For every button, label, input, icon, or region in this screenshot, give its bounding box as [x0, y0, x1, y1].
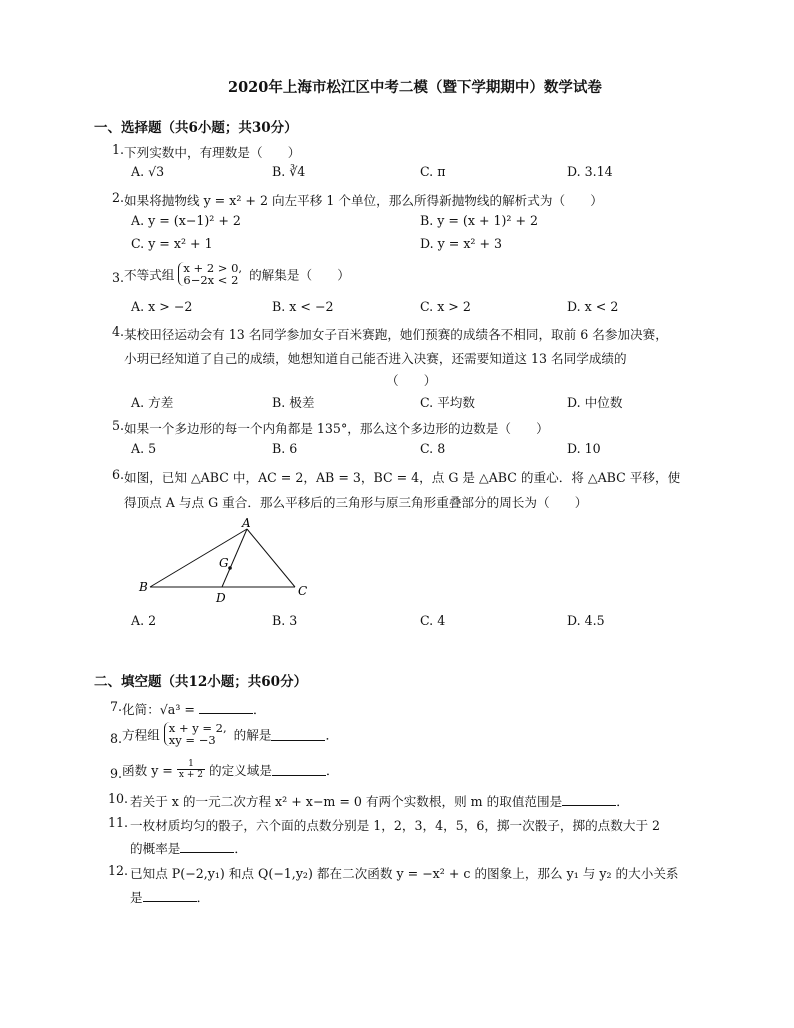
question-8-answer-blank[interactable] [271, 728, 325, 741]
question-10-end: ． [616, 794, 629, 809]
question-1-option-d: D. 3.14 [567, 164, 613, 179]
question-2-text: 如果将抛物线 y = x² + 2 向左平移 1 个单位，那么所得新抛物线的解析式为（ ） [124, 193, 603, 208]
vertex-label-c: C [298, 584, 308, 598]
question-4-option-b: B. 极差 [272, 395, 315, 410]
question-6-option-b: B. 3 [272, 613, 298, 628]
question-9-answer-blank[interactable] [272, 763, 326, 776]
question-11-number: 11. [108, 815, 129, 830]
question-12-end: ． [196, 890, 210, 905]
question-8-suffix: 的解是 [233, 727, 272, 743]
question-3-option-d: D. x < 2 [567, 299, 619, 314]
question-6-option-a: A. 2 [131, 613, 157, 628]
question-12-line-2: 是 [130, 890, 143, 905]
question-9-denominator: x + 2 [178, 770, 203, 780]
triangle-side-ac [247, 529, 295, 587]
question-2-option-a: A. y = (x−1)² + 2 [131, 213, 241, 228]
question-1-text: 下列实数中，有理数是（ ） [124, 145, 301, 160]
question-3-line-2: 6−2x < 2 [183, 273, 239, 287]
question-8 [122, 722, 338, 746]
question-5-text: 如果一个多边形的每一个内角都是 135°，那么这个多边形的边数是（ ） [124, 421, 549, 436]
question-3-option-a: A. x > −2 [131, 299, 193, 314]
question-9-end: ． [325, 763, 339, 778]
question-8-number: 8. [110, 731, 123, 746]
question-6-option-d: D. 4.5 [567, 613, 605, 628]
question-11-line-2-wrap [130, 838, 247, 857]
question-8-line-2: xy = −3 [168, 733, 216, 747]
question-6-line-1: 如图，已知 △ABC 中，AC = 2，AB = 3，BC = 4，点 G 是 △ABC 的重心．将 △ABC 平移，使 [124, 470, 681, 485]
question-4-line-2: 小玥已经知道了自己的成绩，她想知道自己能否进入决赛，还需要知道这 13 名同学成绩的 [124, 351, 627, 366]
question-5-option-b: B. 6 [272, 441, 298, 456]
question-7-prefix: 化简： [122, 702, 160, 717]
triangle-side-ab [150, 529, 247, 587]
question-4-line-1: 某校田径运动会有 13 名同学参加女子百米赛跑，她们预赛的成绩各不相同，取前 6 名参加决赛， [124, 327, 668, 342]
question-3-inequality-system [178, 262, 242, 286]
question-4-number: 4. [112, 324, 125, 339]
question-9-fraction [177, 759, 205, 780]
question-10-text: 若关于 x 的一元二次方程 x² + x−m = 0 有两个实数根，则 m 的取值范围是 [130, 794, 563, 809]
question-8-equation-system [164, 722, 227, 746]
vertex-label-a: A [242, 516, 251, 530]
centroid-point-g [228, 566, 232, 570]
question-5-number: 5. [112, 418, 125, 433]
question-11-line-2: 的概率是 [130, 841, 181, 856]
question-1-number: 1. [112, 142, 125, 157]
question-10-answer-blank[interactable] [562, 793, 616, 806]
question-2-option-c: C. y = x² + 1 [131, 236, 213, 251]
question-3-option-b: B. x < −2 [272, 299, 334, 314]
question-7-expression: √a³ = [159, 702, 195, 717]
question-9 [122, 759, 339, 780]
question-12-line-2-wrap [130, 887, 209, 906]
section-heading-fill-in-blank: 二、填空题（共12小题；共60分） [94, 674, 308, 690]
question-3-number: 3. [112, 270, 125, 285]
question-4-option-c: C. 平均数 [420, 395, 475, 410]
question-4-option-d: D. 中位数 [567, 395, 623, 410]
question-8-prefix: 方程组 [122, 727, 160, 743]
question-3-option-c: C. x > 2 [420, 299, 471, 314]
question-11-end: ． [234, 841, 247, 856]
section-heading-multiple-choice: 一、选择题（共6小题；共30分） [94, 120, 298, 136]
question-11-line-1: 一枚材质均匀的骰子，六个面的点数分别是 1，2，3，4，5，6，掷一次骰子，掷的点数大于 2 [130, 818, 661, 833]
page-title: 2020年上海市松江区中考二模（暨下学期期中）数学试卷 [228, 79, 602, 96]
question-5-option-d: D. 10 [567, 441, 601, 456]
question-3-prefix: 不等式组 [124, 267, 175, 283]
question-9-suffix: 的定义域是 [208, 763, 272, 778]
question-1-option-a: A. √3 [131, 164, 165, 179]
question-5-option-c: C. 8 [420, 441, 446, 456]
question-8-end: ． [325, 727, 339, 743]
question-1-option-c: C. π [420, 164, 446, 179]
question-2-option-b: B. y = (x + 1)² + 2 [420, 213, 539, 228]
question-7-number: 7. [110, 699, 123, 714]
question-7 [122, 699, 266, 718]
question-12-line-1: 已知点 P(−2,y₁) 和点 Q(−1,y₂) 都在二次函数 y = −x² + c 的图象上，那么 y₁ 与 y₂ 的大小关系 [130, 866, 679, 881]
question-4-option-a: A. 方差 [131, 395, 174, 410]
question-7-answer-blank[interactable] [199, 701, 253, 714]
question-6-option-c: C. 4 [420, 613, 446, 628]
question-3-suffix: 的解集是（ ） [249, 267, 350, 283]
question-4-line-3: （ ） [386, 373, 437, 388]
question-2-option-d: D. y = x² + 3 [420, 236, 503, 251]
question-11-answer-blank[interactable] [180, 840, 234, 853]
question-12-number: 12. [108, 863, 129, 878]
question-5-option-a: A. 5 [131, 441, 157, 456]
question-6-triangle-figure [130, 515, 320, 610]
point-label-d: D [216, 591, 226, 605]
vertex-label-b: B [139, 580, 148, 594]
question-9-number: 9. [110, 766, 123, 781]
question-6-line-2: 得顶点 A 与点 G 重合．那么平移后的三角形与原三角形重叠部分的周长为（ ） [124, 495, 588, 510]
question-12-answer-blank[interactable] [143, 889, 197, 902]
point-label-g: G [219, 556, 229, 570]
question-9-numerator: 1 [177, 759, 205, 770]
question-3 [124, 262, 350, 286]
question-2-number: 2. [112, 190, 125, 205]
question-9-prefix: 函数 y = [122, 763, 173, 778]
question-3-line-1: x + 2 > 0, [183, 261, 243, 275]
question-10-number: 10. [108, 791, 129, 806]
question-8-line-1: x + y = 2, [168, 721, 227, 735]
question-7-suffix: ． [252, 702, 266, 717]
question-6-number: 6. [112, 467, 125, 482]
question-10 [130, 791, 629, 810]
question-1-option-b: B. ∛4 [272, 164, 306, 179]
